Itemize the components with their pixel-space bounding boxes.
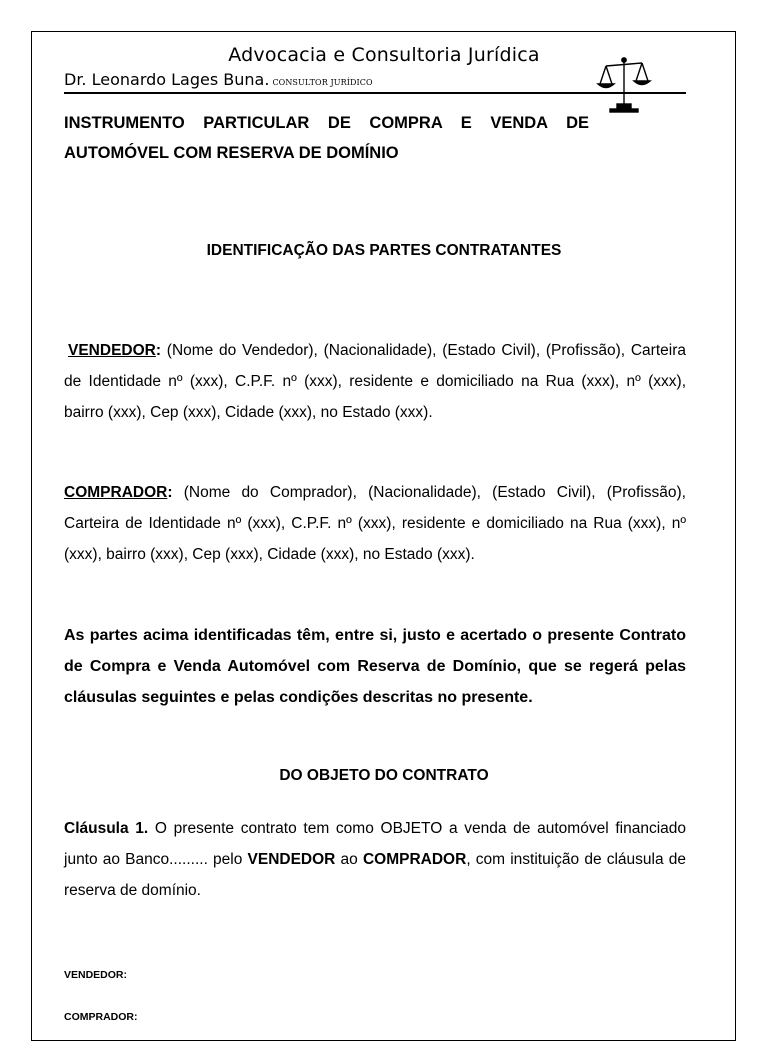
signature-seller-label: VENDEDOR: [64,969,128,981]
firm-name: Advocacia e Consultoria Jurídica [228,44,540,66]
clause-1-text-b: ao [335,851,363,868]
clause-1-paragraph [64,813,686,906]
seller-paragraph [64,335,686,428]
seller-text: (Nome do Vendedor), (Nacionalidade), (Estado Civil), (Profissão), Carteira de Identidade nº (xxx), C.P.F. nº (xxx), residente e domiciliado na Rua (xxx), nº (xxx), bairro (xxx), Cep (xxx), Cidade (xxx), no Estado (xxx). [64,342,686,421]
lawyer-role: CONSULTOR JURÍDICO [272,78,373,87]
buyer-text: (Nome do Comprador), (Nacionalidade), (Estado Civil), (Profissão), Carteira de Identidade nº (xxx), C.P.F. nº (xxx), residente e domiciliado na Rua (xxx), nº (xxx), bairro (xxx), Cep (xxx), Cidade (xxx), no Estado (xxx). [64,484,686,563]
clause-1-seller: VENDEDOR [247,851,336,868]
signature-buyer-label: COMPRADOR: [64,1011,138,1023]
agreement-paragraph: As partes acima identificadas têm, entre si, justo e acertado o presente Contrato de Compra e Venda Automóvel com Reserva de Domínio, que se regerá pelas cláusulas seguintes e pelas condições descritas no presente. [64,627,686,706]
lawyer-name: Dr. Leonardo Lages Buna. [64,70,270,89]
clause-1-buyer: COMPRADOR [362,851,467,868]
clause-1-label: Cláusula 1. [64,820,149,837]
buyer-paragraph [64,477,686,570]
scales-of-justice-icon [596,54,652,116]
seller-label: VENDEDOR [68,342,156,359]
seller-colon: : [155,342,162,359]
document-title: INSTRUMENTO PARTICULAR DE COMPRA E VENDA DE AUTOMÓVEL COM RESERVA DE DOMÍNIO [64,114,589,162]
clause-1-text-c: , com instituição de cláusula de reserva de domínio. [64,851,686,899]
lawyer-line [64,70,373,89]
header-rule [64,92,686,94]
section-heading-parties: IDENTIFICAÇÃO DAS PARTES CONTRATANTES [206,242,562,259]
clause-1-text-a: O presente contrato tem como OBJETO a venda de automóvel financiado junto ao Banco......... pelo [64,820,686,868]
buyer-label: COMPRADOR [64,484,168,501]
section-heading-object: DO OBJETO DO CONTRATO [279,767,489,784]
buyer-colon: : [167,484,173,501]
